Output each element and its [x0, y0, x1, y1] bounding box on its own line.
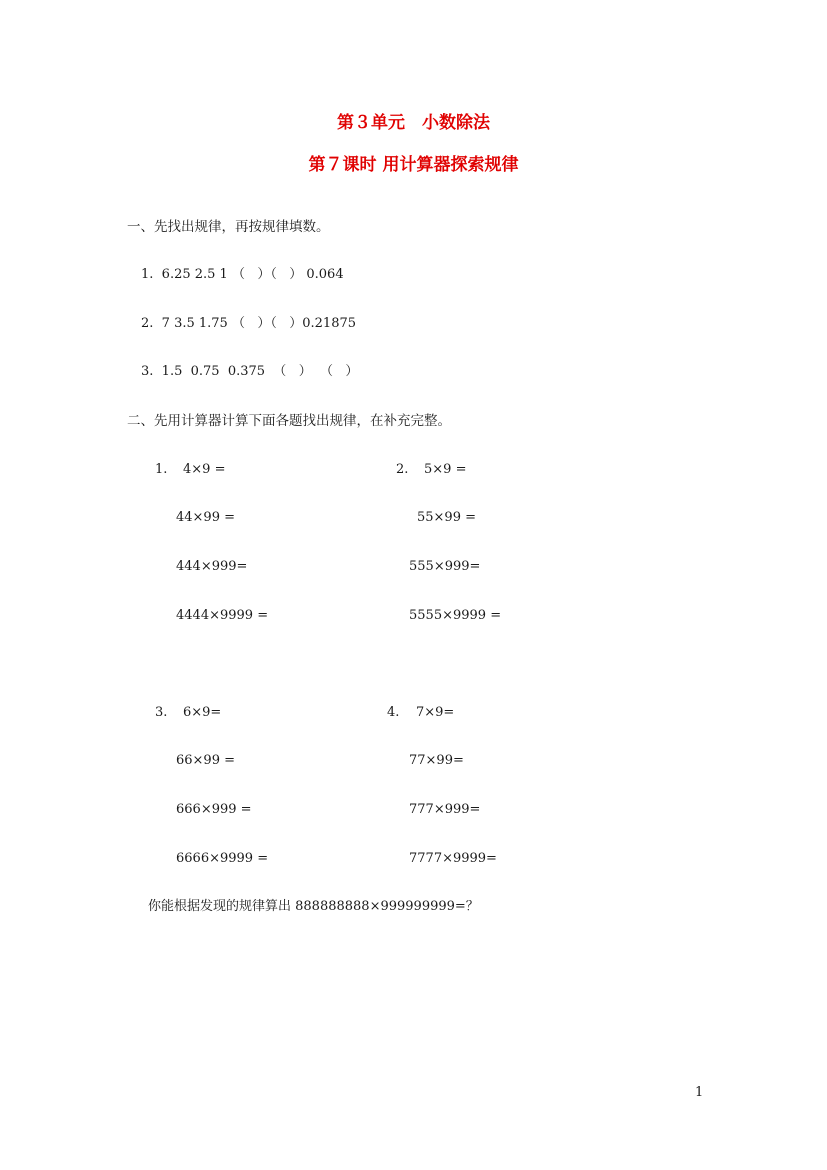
group4-line-1: 7×9= [416, 705, 455, 720]
group3-line-3: 666×999 = [176, 802, 252, 817]
challenge-question: 你能根据发现的规律算出 888888888×999999999=？ [148, 899, 479, 914]
group2-line-1: 5×9 = [424, 462, 467, 477]
group1-line-1: 4×9 = [183, 462, 226, 477]
group2-line-3: 555×999= [409, 559, 481, 574]
group1-number: 1. [155, 462, 168, 477]
section1-item-3: 3. 1.5 0.75 0.375 （ ） （ ） [141, 364, 359, 379]
group1-line-4: 4444×9999 = [176, 608, 269, 623]
group1-line-3: 444×999= [176, 559, 248, 574]
page-number: 1 [695, 1085, 704, 1100]
group3-number: 3. [155, 705, 168, 720]
page-title: 第３单元 小数除法 [337, 113, 490, 133]
lesson-subtitle: 第７课时 用计算器探索规律 [308, 155, 519, 175]
group4-line-2: 77×99= [409, 753, 464, 768]
group2-line-2: 55×99 = [417, 510, 477, 525]
section1-item-2: 2. 7 3.5 1.75 （ ）（ ）0.21875 [141, 316, 357, 331]
section1-item-1: 1. 6.25 2.5 1 （ ）（ ） 0.064 [141, 267, 344, 282]
group4-line-4: 7777×9999= [409, 851, 497, 866]
group1-line-2: 44×99 = [176, 510, 236, 525]
group3-line-4: 6666×9999 = [176, 851, 269, 866]
group2-line-4: 5555×9999 = [409, 608, 502, 623]
section2-heading: 二、先用计算器计算下面各题找出规律，在补充完整。 [127, 413, 451, 429]
section1-heading: 一、先找出规律，再按规律填数。 [127, 219, 330, 235]
group4-line-3: 777×999= [409, 802, 481, 817]
group3-line-2: 66×99 = [176, 753, 236, 768]
group4-number: 4. [387, 705, 400, 720]
group2-number: 2. [396, 462, 409, 477]
group3-line-1: 6×9= [183, 705, 222, 720]
